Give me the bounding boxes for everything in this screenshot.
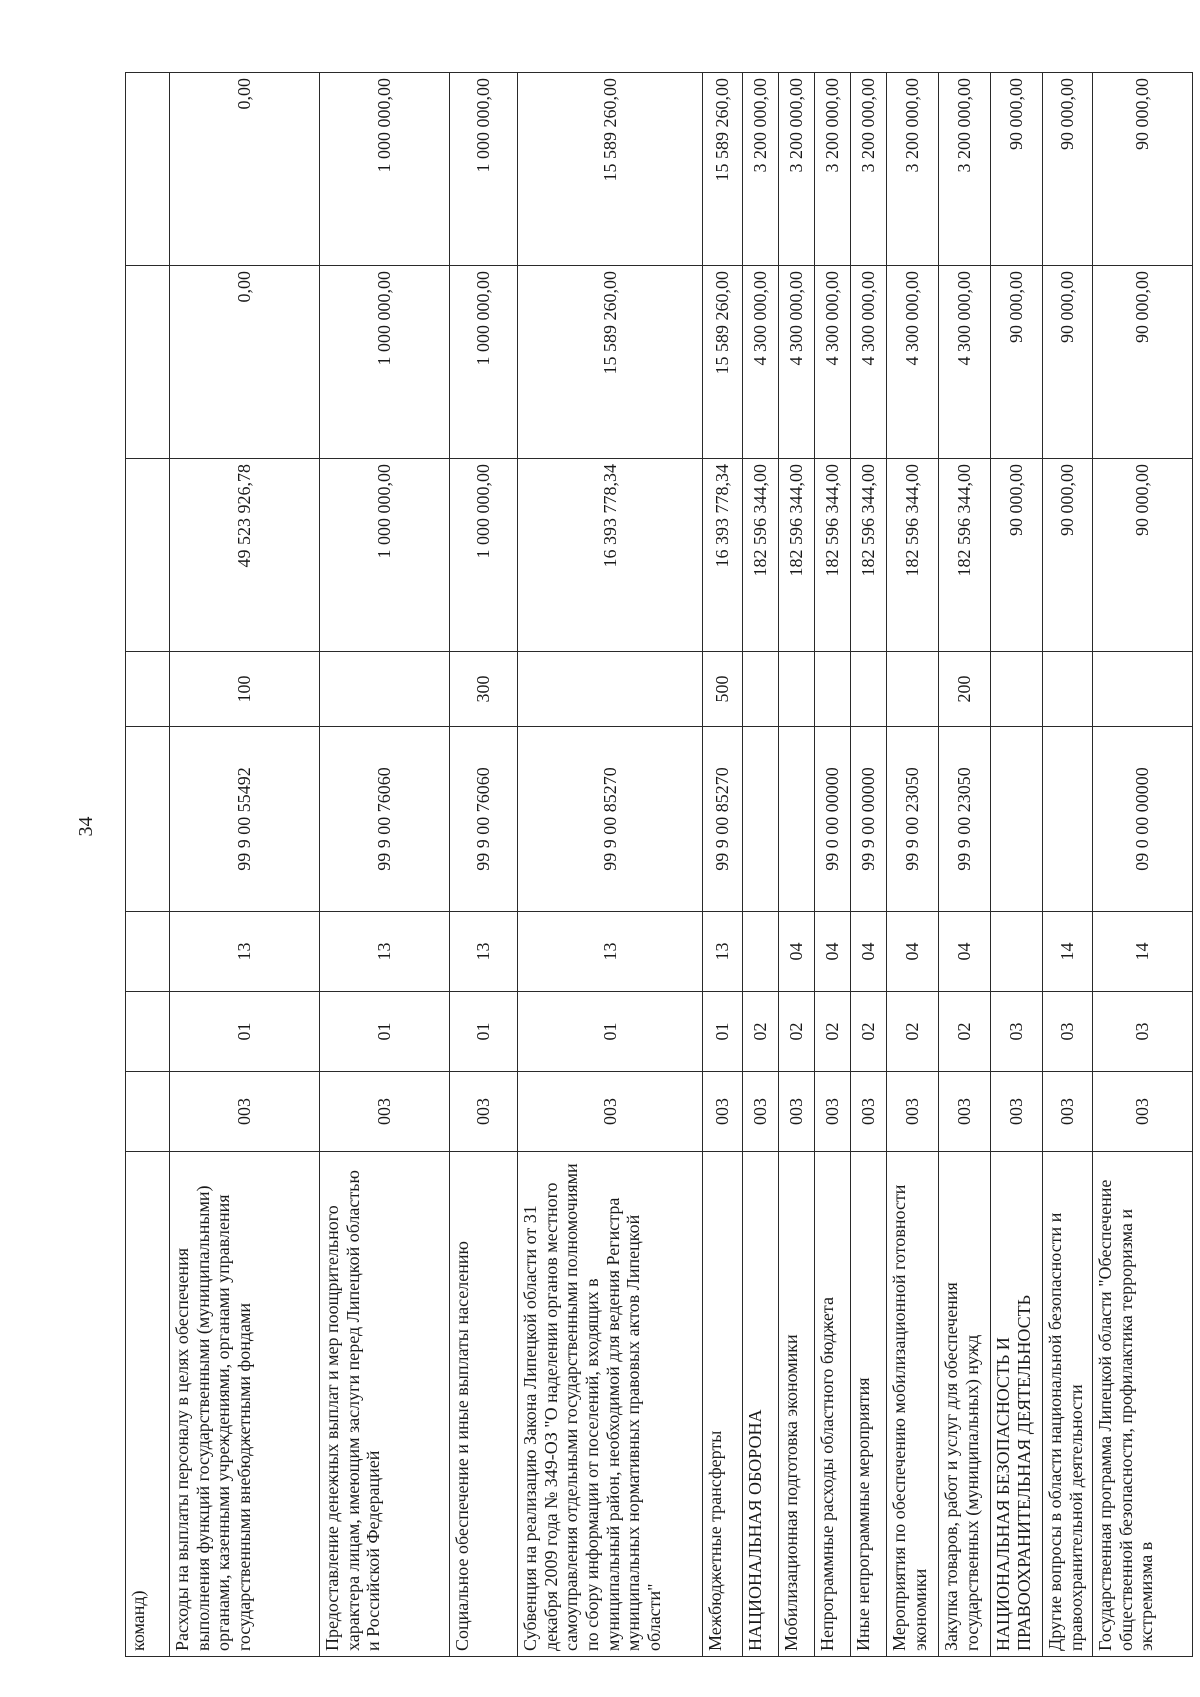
subsection-cell: 13 [450,912,518,992]
section-cell: 02 [743,992,779,1072]
row-name-cell: Иные непрограммные мероприятия [851,1152,887,1657]
table-row [518,73,703,1657]
administrator-cell: 003 [887,1072,939,1152]
amount-year2-cell: 90 000,00 [1043,266,1093,459]
row-name-cell: Государственная программа Липецкой области "Обеспечение общественной безопасности, профилактика терроризма и экстремизма в [1093,1152,1193,1657]
amount-year1-cell: 182 596 344,00 [939,459,991,652]
amount-year1-cell: 182 596 344,00 [887,459,939,652]
amount-year2-cell: 15 589 260,00 [703,266,743,459]
expense-type-cell [743,652,779,727]
amount-year2-cell: 4 300 000,00 [779,266,815,459]
amount-year2-cell [126,266,170,459]
amount-year3-cell [126,73,170,266]
row-name-cell: Субвенция на реализацию Закона Липецкой области от 31 декабря 2009 года № 349-ОЗ "О наделении органов местного самоуправления отдельными государственными полномочиями по сбору информации от поселений, входящих в муниципальный район, необходимой для ведения Регистра муниципальных нормативных правовых актов Липецкой области" [518,1152,703,1657]
table-row [815,73,851,1657]
row-name-cell: Межбюджетные трансферты [703,1152,743,1657]
table-row [450,73,518,1657]
amount-year3-cell: 3 200 000,00 [851,73,887,266]
administrator-cell: 003 [779,1072,815,1152]
target-article-cell: 99 9 00 85270 [703,727,743,912]
table-row [887,73,939,1657]
administrator-cell: 003 [991,1072,1043,1152]
amount-year3-cell: 3 200 000,00 [815,73,851,266]
administrator-cell [126,1072,170,1152]
administrator-cell: 003 [320,1072,450,1152]
section-cell: 02 [815,992,851,1072]
table-row [743,73,779,1657]
amount-year1-cell: 16 393 778,34 [518,459,703,652]
subsection-cell: 13 [518,912,703,992]
administrator-cell: 003 [851,1072,887,1152]
subsection-cell: 04 [815,912,851,992]
table-row [1043,73,1093,1657]
amount-year1-cell: 49 523 926,78 [170,459,320,652]
section-cell: 02 [939,992,991,1072]
amount-year3-cell: 90 000,00 [1093,73,1193,266]
expense-type-cell [320,652,450,727]
administrator-cell: 003 [815,1072,851,1152]
administrator-cell: 003 [1043,1072,1093,1152]
amount-year1-cell: 182 596 344,00 [851,459,887,652]
amount-year3-cell: 1 000 000,00 [320,73,450,266]
section-cell [126,992,170,1072]
expense-type-cell [1093,652,1193,727]
amount-year2-cell: 4 300 000,00 [815,266,851,459]
amount-year1-cell: 182 596 344,00 [779,459,815,652]
section-cell: 01 [518,992,703,1072]
budget-table [125,72,1193,1657]
amount-year3-cell: 15 589 260,00 [703,73,743,266]
expense-type-cell [815,652,851,727]
amount-year2-cell: 4 300 000,00 [939,266,991,459]
amount-year1-cell: 182 596 344,00 [815,459,851,652]
target-article-cell: 09 0 00 00000 [1093,727,1193,912]
table-row [170,73,320,1657]
subsection-cell: 13 [170,912,320,992]
amount-year3-cell: 3 200 000,00 [887,73,939,266]
amount-year3-cell: 0,00 [170,73,320,266]
section-cell: 03 [1043,992,1093,1072]
expense-type-cell: 100 [170,652,320,727]
target-article-cell [126,727,170,912]
subsection-cell [743,912,779,992]
page-number: 34 [75,816,97,837]
target-article-cell: 99 9 00 76060 [450,727,518,912]
target-article-cell: 99 9 00 00000 [851,727,887,912]
amount-year3-cell: 3 200 000,00 [939,73,991,266]
expense-type-cell [991,652,1043,727]
amount-year1-cell: 16 393 778,34 [703,459,743,652]
row-name-cell: Мобилизационная подготовка экономики [779,1152,815,1657]
administrator-cell: 003 [939,1072,991,1152]
table-row [320,73,450,1657]
target-article-cell: 99 9 00 85270 [518,727,703,912]
expense-type-cell: 500 [703,652,743,727]
amount-year2-cell: 4 300 000,00 [887,266,939,459]
amount-year1-cell: 1 000 000,00 [450,459,518,652]
section-cell: 01 [703,992,743,1072]
row-name-cell: Непрограммные расходы областного бюджета [815,1152,851,1657]
section-cell: 02 [887,992,939,1072]
amount-year3-cell: 90 000,00 [1043,73,1093,266]
administrator-cell: 003 [743,1072,779,1152]
subsection-cell: 04 [851,912,887,992]
amount-year2-cell: 15 589 260,00 [518,266,703,459]
section-cell: 01 [320,992,450,1072]
amount-year1-cell: 90 000,00 [1093,459,1193,652]
amount-year2-cell: 4 300 000,00 [851,266,887,459]
amount-year2-cell: 4 300 000,00 [743,266,779,459]
row-name-cell: Другие вопросы в области национальной безопасности и правоохранительной деятельности [1043,1152,1093,1657]
row-name-cell: Предоставление денежных выплат и мер поощрительного характера лицам, имеющим заслуги перед Липецкой областью и Российской Федерацией [320,1152,450,1657]
expense-type-cell [518,652,703,727]
subsection-cell: 13 [703,912,743,992]
row-name-cell: НАЦИОНАЛЬНАЯ БЕЗОПАСНОСТЬ И ПРАВООХРАНИТЕЛЬНАЯ ДЕЯТЕЛЬНОСТЬ [991,1152,1043,1657]
subsection-cell: 04 [887,912,939,992]
amount-year3-cell: 1 000 000,00 [450,73,518,266]
expense-type-cell [851,652,887,727]
row-name-cell: НАЦИОНАЛЬНАЯ ОБОРОНА [743,1152,779,1657]
amount-year1-cell: 182 596 344,00 [743,459,779,652]
table-row [851,73,887,1657]
subsection-cell [991,912,1043,992]
amount-year2-cell: 1 000 000,00 [320,266,450,459]
expense-type-cell: 200 [939,652,991,727]
target-article-cell: 99 9 00 23050 [887,727,939,912]
row-name-cell: Расходы на выплаты персоналу в целях обеспечения выполнения функций государственными (муниципальными) органами, казенными учреждениями, органами управления государственными внебюджетными фондами [170,1152,320,1657]
expense-type-cell [126,652,170,727]
amount-year1-cell: 1 000 000,00 [320,459,450,652]
expense-type-cell [887,652,939,727]
subsection-cell [126,912,170,992]
amount-year2-cell: 90 000,00 [1093,266,1193,459]
table-row [126,73,170,1657]
section-cell: 01 [170,992,320,1072]
subsection-cell: 14 [1093,912,1193,992]
table-row [1093,73,1193,1657]
target-article-cell: 99 9 00 23050 [939,727,991,912]
amount-year3-cell: 3 200 000,00 [743,73,779,266]
amount-year3-cell: 90 000,00 [991,73,1043,266]
amount-year3-cell: 3 200 000,00 [779,73,815,266]
table-row [991,73,1043,1657]
expense-type-cell [1043,652,1093,727]
subsection-cell: 04 [779,912,815,992]
target-article-cell: 99 9 00 55492 [170,727,320,912]
expense-type-cell [779,652,815,727]
target-article-cell: 99 9 00 76060 [320,727,450,912]
target-article-cell [1043,727,1093,912]
amount-year1-cell [126,459,170,652]
table-row [939,73,991,1657]
administrator-cell: 003 [1093,1072,1193,1152]
amount-year2-cell: 90 000,00 [991,266,1043,459]
table-row [779,73,815,1657]
administrator-cell: 003 [450,1072,518,1152]
row-name-cell: Социальное обеспечение и иные выплаты населению [450,1152,518,1657]
target-article-cell [991,727,1043,912]
amount-year1-cell: 90 000,00 [991,459,1043,652]
section-cell: 03 [1093,992,1193,1072]
row-name-cell: команд) [126,1152,170,1657]
administrator-cell: 003 [170,1072,320,1152]
row-name-cell: Мероприятия по обеспечению мобилизационной готовности экономики [887,1152,939,1657]
administrator-cell: 003 [518,1072,703,1152]
section-cell: 02 [779,992,815,1072]
amount-year1-cell: 90 000,00 [1043,459,1093,652]
table-row [703,73,743,1657]
expense-type-cell: 300 [450,652,518,727]
row-name-cell: Закупка товаров, работ и услуг для обеспечения государственных (муниципальных) нужд [939,1152,991,1657]
subsection-cell: 04 [939,912,991,992]
section-cell: 01 [450,992,518,1072]
administrator-cell: 003 [703,1072,743,1152]
amount-year2-cell: 0,00 [170,266,320,459]
subsection-cell: 14 [1043,912,1093,992]
section-cell: 02 [851,992,887,1072]
section-cell: 03 [991,992,1043,1072]
target-article-cell [779,727,815,912]
amount-year3-cell: 15 589 260,00 [518,73,703,266]
target-article-cell [743,727,779,912]
amount-year2-cell: 1 000 000,00 [450,266,518,459]
subsection-cell: 13 [320,912,450,992]
target-article-cell: 99 0 00 00000 [815,727,851,912]
